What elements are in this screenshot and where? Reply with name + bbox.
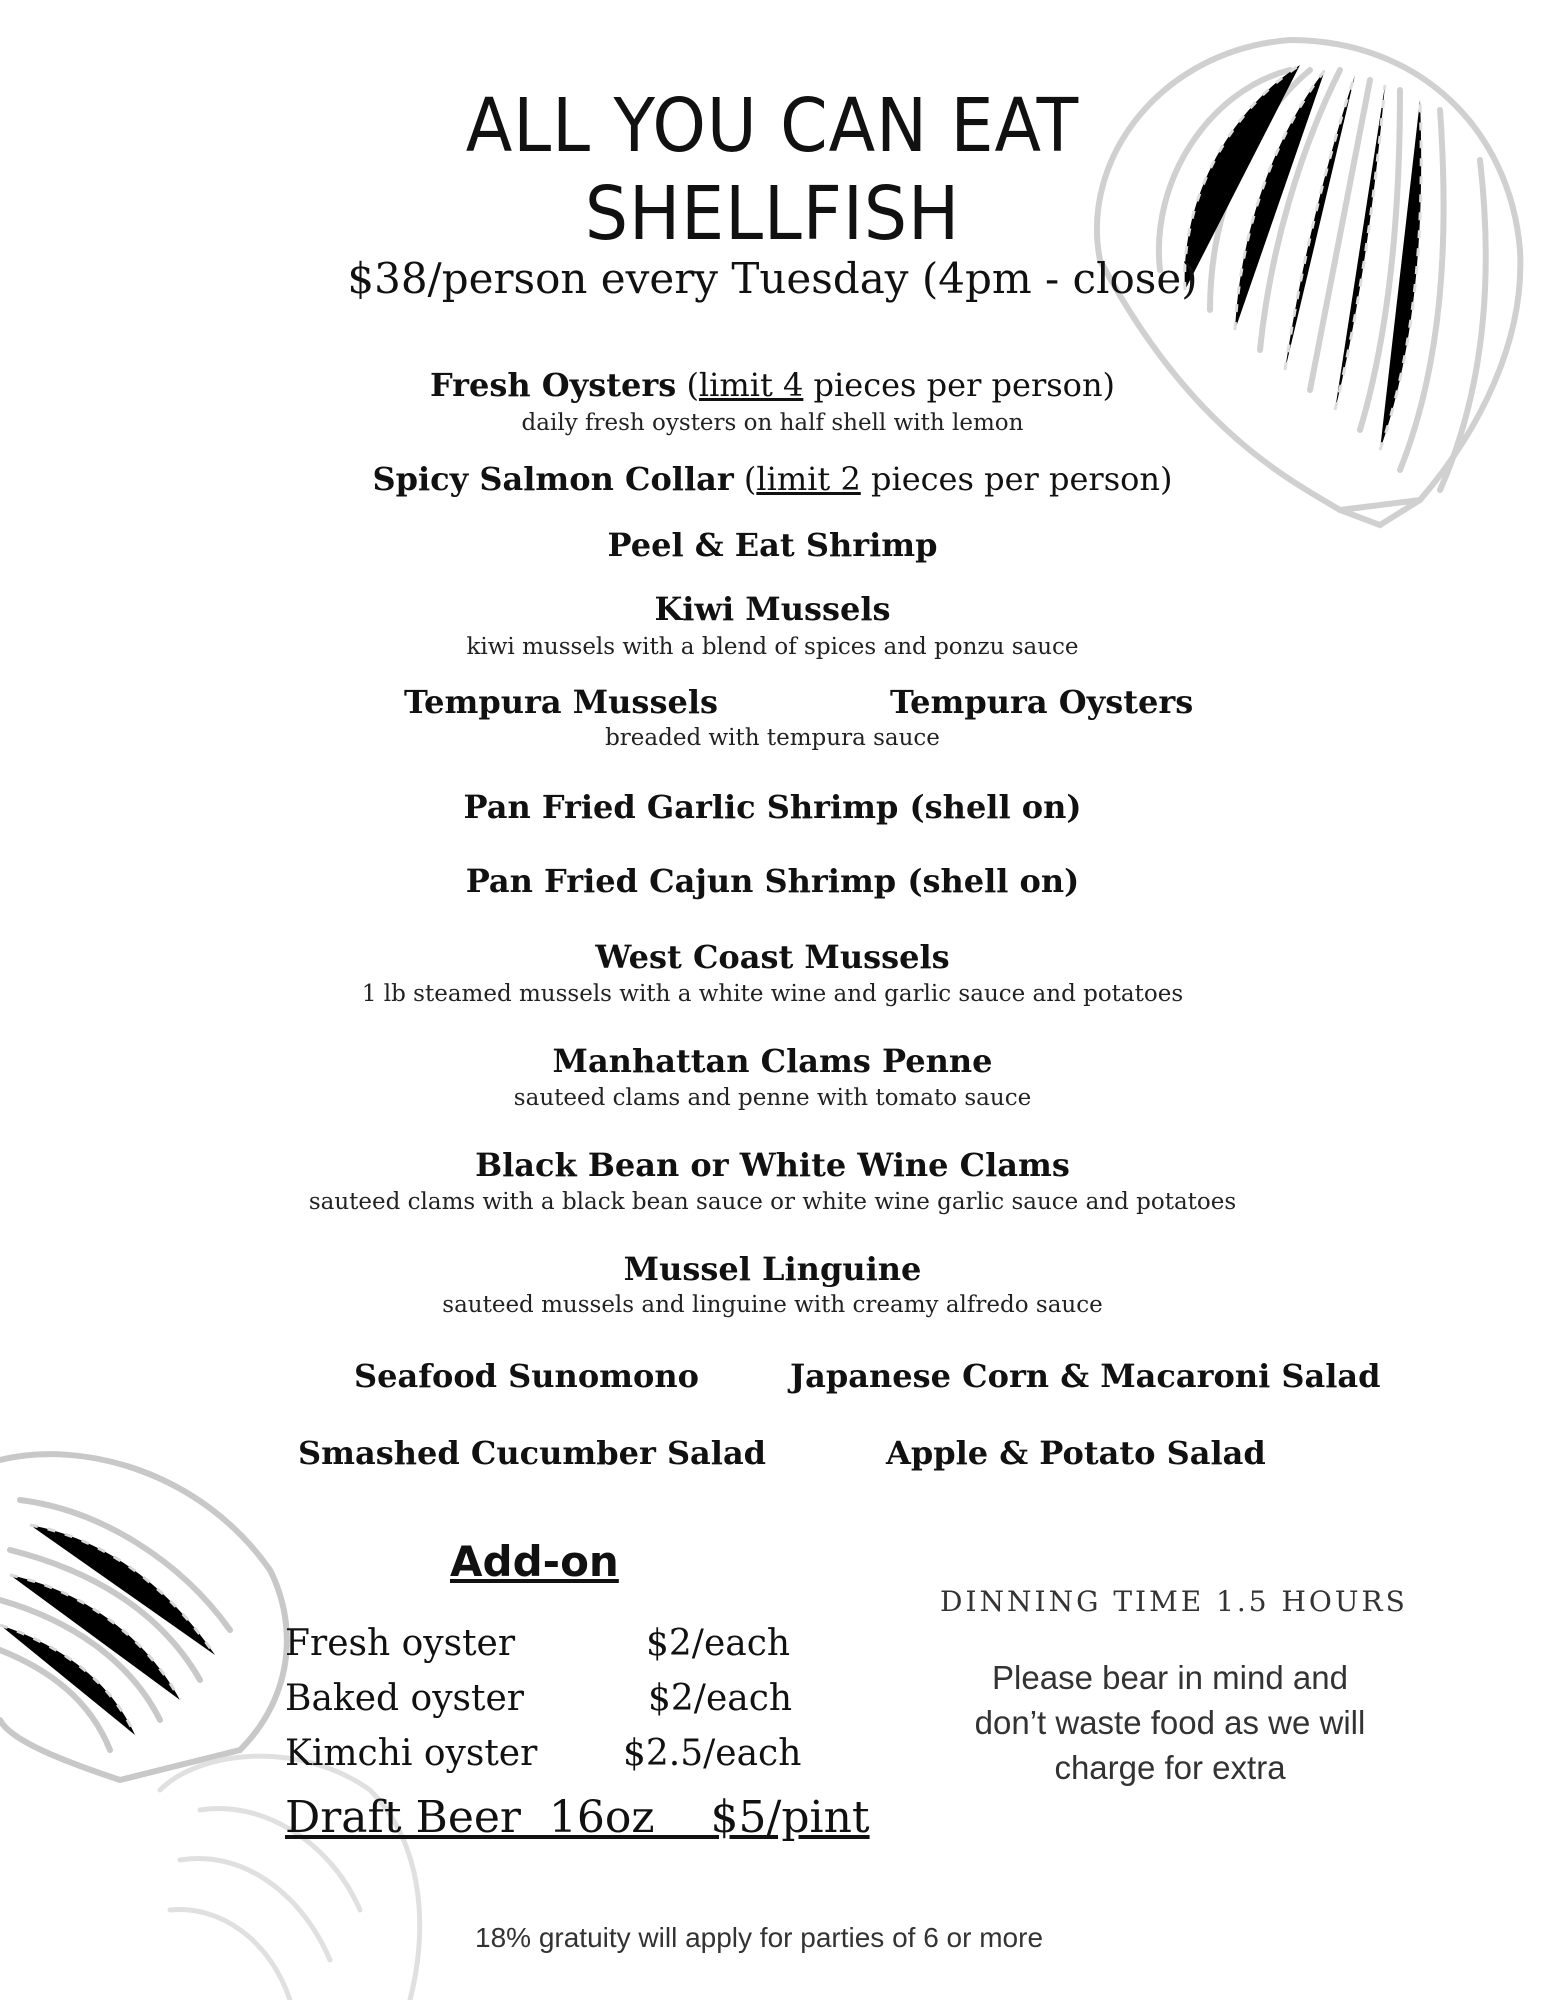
page-title-line2: SHELLFISH (584, 171, 961, 257)
menu-item-tempura-oysters: Tempura Oysters (890, 683, 1194, 721)
dining-time-label: DINNING TIME 1.5 HOURS (940, 1585, 1408, 1618)
menu-item-description: daily fresh oysters on half shell with lemon (521, 410, 1024, 436)
menu-item-cajun-shrimp: Pan Fried Cajun Shrimp (shell on) (465, 862, 1080, 900)
item-name: Fresh Oysters (429, 366, 677, 404)
page-title-line1: ALL YOU CAN EAT (465, 83, 1080, 169)
menu-item-description: sauteed clams with a black bean sauce or white wine garlic sauce and potatoes (308, 1189, 1237, 1215)
addon-item-name: Fresh oyster (285, 1623, 516, 1664)
menu-item-description: sauteed mussels and linguine with creamy alfredo sauce (442, 1292, 1103, 1318)
gratuity-footer: 18% gratuity will apply for parties of 6 or more (475, 1922, 1044, 1953)
addon-item-name: Baked oyster (285, 1678, 524, 1719)
item-paren-open: ( (733, 460, 757, 498)
menu-item-description: kiwi mussels with a blend of spices and ponzu sauce (466, 634, 1079, 660)
draft-beer-line: Draft Beer 16oz $5/pint (285, 1792, 870, 1843)
waste-food-note (900, 1655, 1440, 1790)
menu-item-manhattan-clams: Manhattan Clams Penne (552, 1042, 993, 1080)
note-line: don’t waste food as we will (974, 1704, 1366, 1741)
item-limit: limit 2 (756, 460, 861, 498)
menu-item-description: breaded with tempura sauce (605, 725, 940, 751)
addon-item-price: $2/each (646, 1623, 791, 1664)
menu-item-apple-potato-salad: Apple & Potato Salad (886, 1434, 1266, 1472)
menu-item-garlic-shrimp: Pan Fried Garlic Shrimp (shell on) (463, 788, 1082, 826)
addon-item (285, 1678, 524, 1719)
menu-item-description: sauteed clams and penne with tomato sauce (513, 1085, 1032, 1111)
menu-item-mussel-linguine: Mussel Linguine (623, 1250, 922, 1288)
menu-item-fresh-oysters (0, 366, 1545, 404)
menu-item-west-coast-mussels: West Coast Mussels (595, 938, 950, 976)
note-line: Please bear in mind and (992, 1659, 1348, 1696)
price-subtitle: $38/person every Tuesday (4pm - close) (347, 254, 1198, 303)
addon-item (285, 1623, 515, 1664)
menu-item-seafood-sunomono: Seafood Sunomono (354, 1357, 699, 1395)
note-line: charge for extra (1054, 1749, 1286, 1786)
addon-heading: Add-on (450, 1537, 619, 1586)
menu-item-spicy-salmon-collar (0, 460, 1545, 498)
menu-item-tempura-mussels: Tempura Mussels (404, 683, 718, 721)
menu-item-black-bean-clams: Black Bean or White Wine Clams (475, 1146, 1070, 1184)
item-limit: limit 4 (698, 366, 804, 404)
item-limit-rest: pieces per person) (860, 460, 1173, 498)
addon-item-price: $2.5/each (623, 1733, 802, 1774)
addon-item-price: $2/each (648, 1678, 793, 1719)
menu-item-cucumber-salad: Smashed Cucumber Salad (298, 1434, 767, 1472)
addon-item (285, 1733, 537, 1774)
addon-item-name: Kimchi oyster (285, 1733, 538, 1774)
menu-item-corn-macaroni-salad: Japanese Corn & Macaroni Salad (790, 1357, 1381, 1395)
menu-item-description: 1 lb steamed mussels with a white wine and garlic sauce and potatoes (361, 981, 1184, 1007)
item-limit-rest: pieces per person) (803, 366, 1116, 404)
item-paren-open: ( (676, 366, 699, 404)
item-name: Spicy Salmon Collar (372, 460, 734, 498)
menu-item-peel-eat-shrimp: Peel & Eat Shrimp (607, 526, 938, 564)
menu-item-kiwi-mussels: Kiwi Mussels (654, 590, 891, 628)
